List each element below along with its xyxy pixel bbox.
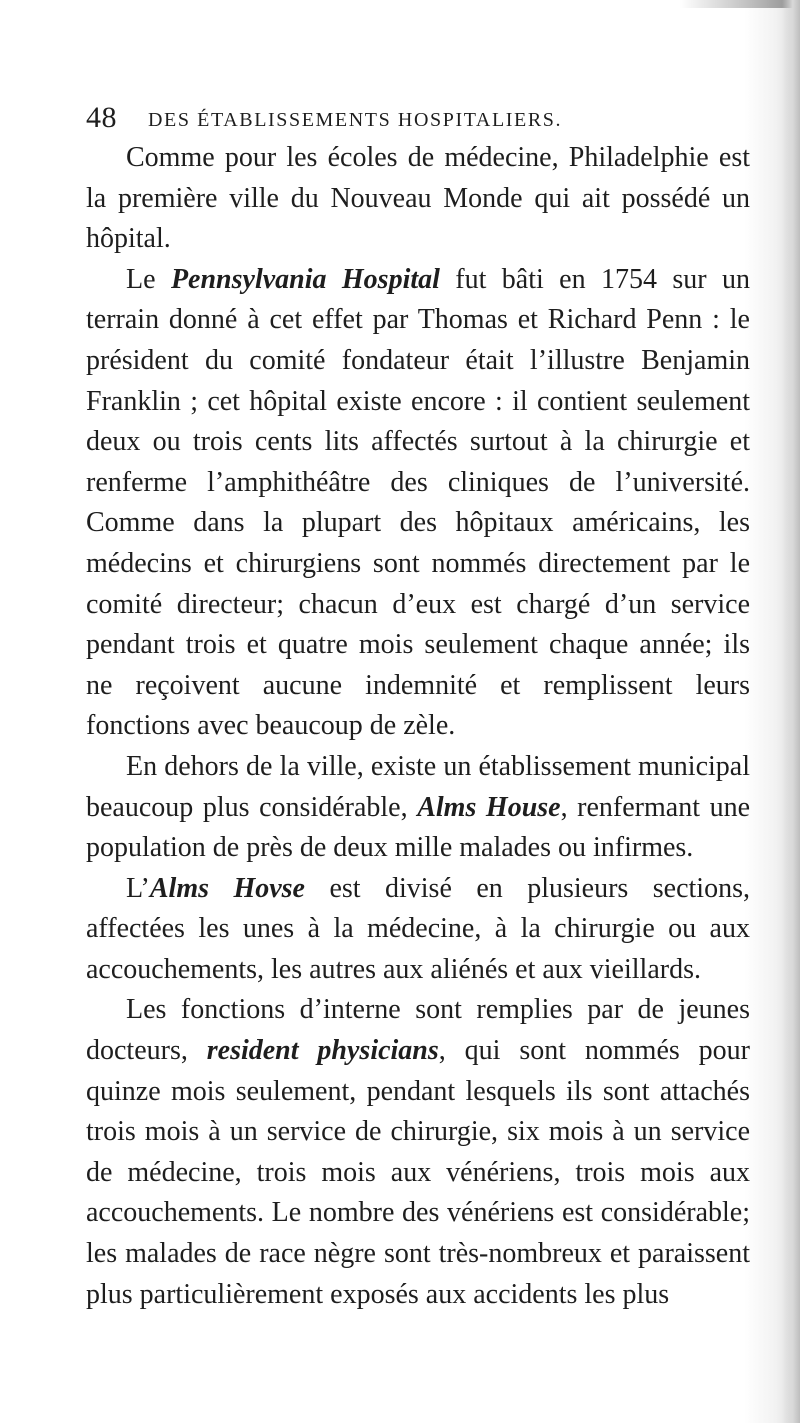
paragraph-text-post: , qui sont nommés pour quinze mois seulement, pendant lesquels ils sont attachés trois mois à un service de chirurgie, six mois à un service de médecine, trois mois aux vénériens, trois mois aux accouchements. Le nombre des vénériens est considérable; les malades de race nègre sont très-nombreux et paraissent plus particulièrement exposés aux accidents les plus	[86, 1035, 750, 1310]
italic-term-alms-house: Alms House	[417, 791, 561, 823]
paragraph-5	[86, 990, 750, 1315]
page-number: 48	[86, 101, 117, 134]
running-head	[86, 98, 746, 138]
italic-term-pennsylvania-hospital: Pennsylvania Hospital	[170, 263, 440, 295]
italic-term-alms-hovse: Alms Hovse	[149, 872, 305, 904]
paragraph-text-pre: Le	[126, 263, 171, 295]
running-title: DES ÉTABLISSEMENTS HOSPITALIERS.	[148, 109, 563, 131]
paragraph-text-pre: Les fonctions d’interne sont remplies par de jeunes docteurs,	[86, 994, 750, 1067]
paragraph-text-pre: L’	[126, 872, 150, 904]
paragraph-1	[86, 138, 750, 260]
paragraph-text-post: est divisé en plusieurs sections, affectées les unes à la médecine, à la chirurgie ou aux accouchements, les autres aux aliénés et aux vieillards.	[86, 872, 750, 985]
paragraph-3	[86, 747, 750, 869]
paragraph-text-post: , renfermant une population de près de deux mille malades ou infirmes.	[86, 791, 750, 864]
italic-term-resident-physicians: resident physicians	[206, 1035, 439, 1067]
paragraph-2	[86, 260, 750, 747]
paragraph-text-post: fut bâti en 1754 sur un terrain donné à cet effet par Thomas et Richard Penn : le président du comité fondateur était l’illustre Benjamin Franklin ; cet hôpital existe encore : il contient seulement deux ou trois cents lits affectés surtout à la chirurgie et renferme l’amphithéâtre des cliniques de l’université. Comme dans la plupart des hôpitaux américains, les médecins et chirurgiens sont nommés directement par le comité directeur; chacun d’eux est chargé d’un service pendant trois et quatre mois seulement chaque année; ils ne reçoivent aucune indemnité et remplissent leurs fonctions avec beaucoup de zèle.	[86, 263, 750, 742]
paragraph-text-pre: En dehors de la ville, existe un établissement municipal beaucoup plus considérable,	[86, 750, 750, 823]
paragraph-text: Comme pour les écoles de médecine, Philadelphie est la première ville du Nouveau Monde qui ait possédé un hôpital.	[86, 142, 750, 255]
body-text	[86, 138, 750, 1315]
page-edge-shadow-right	[782, 0, 800, 1423]
paragraph-4	[86, 869, 750, 991]
